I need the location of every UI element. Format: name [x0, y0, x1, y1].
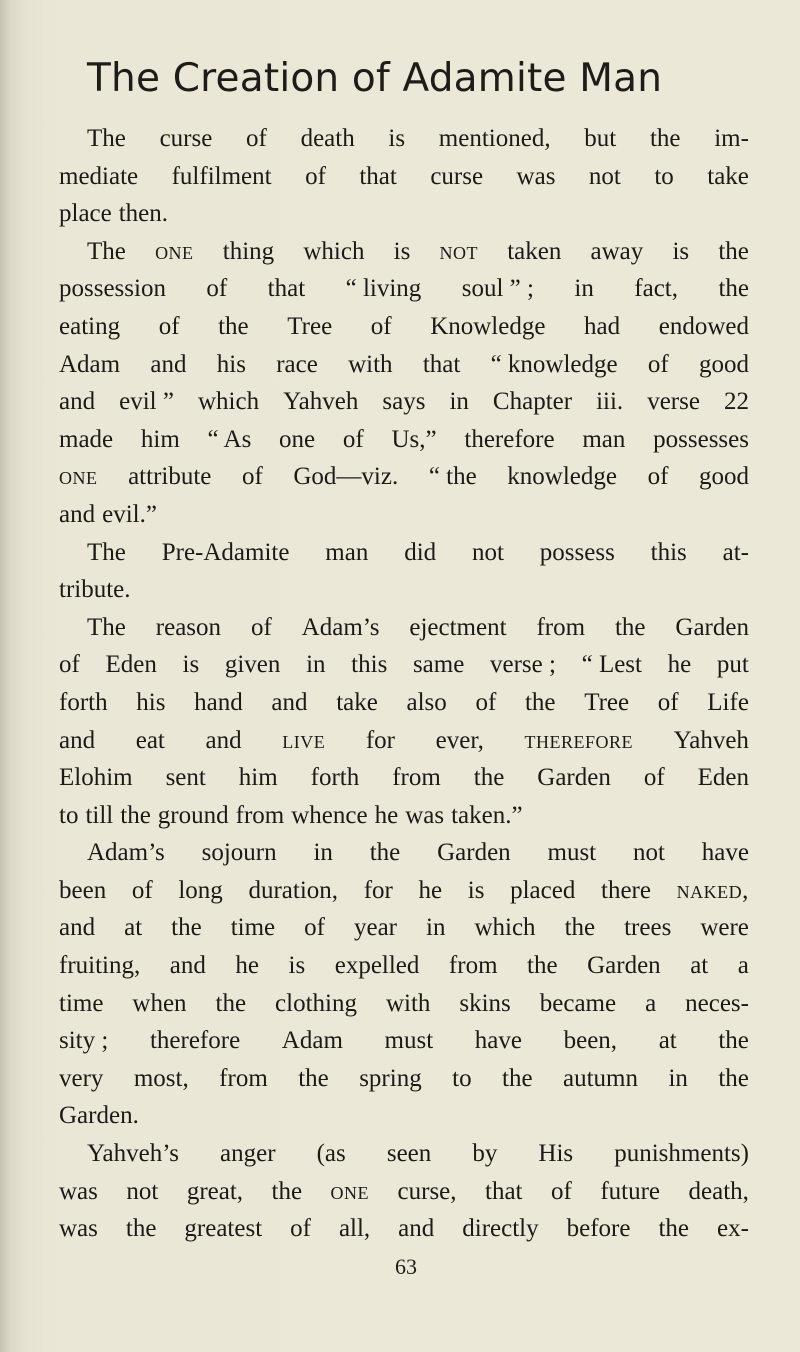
word: therefore: [464, 425, 555, 453]
word: man: [582, 425, 626, 453]
word: taken.”: [451, 801, 523, 829]
word: Us,”: [391, 425, 437, 453]
word: put: [716, 651, 749, 679]
word: the: [120, 801, 151, 829]
word: of: [206, 275, 228, 303]
text-line: [59, 233, 749, 271]
word: must: [547, 839, 597, 867]
word: to: [654, 162, 674, 190]
word: in: [426, 914, 446, 942]
word: mediate: [59, 162, 139, 190]
word: sojourn: [201, 839, 277, 867]
word: eat: [135, 726, 165, 754]
word: and: [59, 914, 96, 942]
word: curse: [430, 162, 484, 190]
word: with: [348, 350, 393, 378]
word: forth: [310, 764, 360, 792]
word: in: [574, 275, 594, 303]
text-line: [59, 1022, 749, 1060]
word: take: [707, 162, 749, 190]
word: all,: [338, 1215, 371, 1243]
word: that: [485, 1177, 523, 1205]
word: duration,: [248, 876, 339, 904]
word: skins: [459, 989, 511, 1017]
word: been: [59, 876, 107, 904]
word: iii.: [596, 388, 624, 416]
word: him: [140, 425, 180, 453]
word: from: [392, 764, 441, 792]
word: punishments): [614, 1140, 749, 1168]
word: the: [271, 1177, 303, 1205]
word: reason: [155, 613, 222, 641]
word: Garden: [587, 952, 661, 980]
word: fulfilment: [171, 162, 272, 190]
text-line: [59, 985, 749, 1023]
text-line: [59, 120, 749, 158]
word: was: [405, 801, 445, 829]
word: the: [218, 312, 249, 340]
word: this: [650, 538, 687, 566]
word: he: [667, 651, 692, 679]
text-line: [59, 1060, 749, 1098]
word: The: [87, 538, 126, 566]
word: and: [59, 388, 96, 416]
word: trees: [624, 914, 672, 942]
word: knowledge: [507, 463, 617, 491]
word: thing: [222, 237, 275, 265]
word: “ As: [207, 425, 252, 453]
word: the: [473, 764, 505, 792]
word: therefore: [524, 726, 634, 754]
word: at: [658, 1027, 677, 1055]
word: when: [132, 989, 187, 1017]
word: mentioned,: [438, 125, 551, 152]
text-line: [59, 308, 749, 346]
word: the: [215, 989, 247, 1017]
word: whence: [291, 801, 368, 829]
text-line: [59, 534, 749, 572]
word: the: [369, 839, 401, 867]
word: “ the: [428, 463, 477, 491]
word: the: [564, 914, 596, 942]
text-line: [59, 458, 749, 496]
word: of: [370, 312, 392, 340]
word: from: [219, 1064, 268, 1092]
word: curse: [159, 125, 213, 152]
word: autumn: [563, 1064, 639, 1092]
word: The: [87, 613, 126, 641]
text-line: [59, 909, 749, 947]
word: away: [590, 237, 644, 265]
word: time: [230, 914, 276, 942]
word: evil ”: [119, 388, 174, 416]
word: greatest: [184, 1215, 263, 1243]
word: same: [412, 651, 465, 679]
text-line: [59, 1097, 749, 1135]
word: from: [235, 801, 285, 829]
word: the: [718, 1064, 749, 1092]
word: a: [645, 989, 657, 1017]
word: his: [136, 688, 166, 716]
word: good: [698, 350, 749, 378]
word: Garden: [675, 613, 749, 641]
word: the: [718, 1027, 749, 1055]
word: attribute: [128, 463, 212, 491]
word: in: [449, 388, 469, 416]
word: from: [536, 613, 586, 641]
word: placed: [510, 876, 576, 904]
word: Eden: [105, 651, 157, 679]
word: of: [647, 350, 669, 378]
word: and: [59, 726, 96, 754]
word: naked,: [676, 876, 749, 904]
text-line: [59, 1135, 749, 1173]
word: His: [538, 1140, 574, 1168]
word: ejectment: [409, 613, 507, 641]
word: neces-: [685, 989, 749, 1017]
word: have: [701, 839, 749, 867]
word: in: [668, 1064, 688, 1092]
word: by: [472, 1140, 498, 1168]
word: 22: [723, 388, 749, 416]
page-number: 63: [395, 1254, 417, 1279]
text-line: [59, 609, 749, 647]
word: the: [718, 275, 749, 303]
word: of: [657, 688, 679, 716]
word: must: [384, 1027, 434, 1055]
text-line: [59, 496, 749, 534]
word: not: [471, 538, 504, 566]
word: forth: [59, 688, 108, 716]
word: of: [551, 1177, 572, 1205]
word: hand: [194, 688, 243, 716]
text-line: [59, 571, 749, 609]
word: that: [422, 350, 461, 378]
word: live: [282, 726, 326, 754]
word: eating: [59, 312, 121, 340]
word: im-: [714, 125, 749, 152]
word: “ living: [345, 275, 422, 303]
word: fruiting,: [59, 952, 141, 980]
word: place: [59, 200, 112, 228]
word: is: [182, 651, 200, 679]
word: of: [241, 463, 263, 491]
word: God—viz.: [293, 463, 399, 491]
text-line: [59, 797, 749, 835]
word: of: [475, 688, 497, 716]
word: Yahveh’s: [87, 1140, 179, 1168]
word: taken: [507, 237, 562, 265]
text-line: [59, 834, 749, 872]
word: in: [306, 651, 326, 679]
word: Yahveh: [283, 388, 359, 416]
word: the: [524, 688, 556, 716]
word: year: [353, 914, 397, 942]
text-line: [59, 872, 749, 910]
word: which: [474, 914, 536, 942]
word: sity ;: [59, 1027, 109, 1055]
text-line: [59, 270, 749, 308]
word: is: [393, 237, 411, 265]
word: for: [365, 726, 395, 754]
word: for: [363, 876, 393, 904]
word: Adam’s: [301, 613, 380, 641]
word: Knowledge: [430, 312, 546, 340]
word: ground: [157, 801, 229, 829]
word: Pre-Adamite: [161, 538, 290, 566]
word: from: [448, 952, 498, 980]
word: to: [452, 1064, 472, 1092]
word: the: [527, 952, 558, 980]
word: of: [643, 764, 665, 792]
word: great,: [186, 1177, 244, 1205]
word: Yahveh: [673, 726, 749, 754]
word: in: [313, 839, 333, 867]
word: death,: [688, 1177, 749, 1205]
word: the: [614, 613, 646, 641]
word: most,: [133, 1064, 189, 1092]
word: Adam: [281, 1027, 343, 1055]
word: made: [59, 425, 114, 453]
word: of: [246, 125, 267, 152]
word: the: [125, 1215, 157, 1243]
word: long: [178, 876, 223, 904]
word: is: [288, 952, 306, 980]
word: which: [303, 237, 365, 265]
word: tribute.: [59, 576, 131, 604]
text-line: [59, 759, 749, 797]
word: possession: [59, 275, 166, 303]
running-header: The Creation of Adamite Man: [87, 56, 663, 101]
word: verse ;: [489, 651, 556, 679]
word: one: [330, 1177, 370, 1205]
word: expelled: [334, 952, 420, 980]
word: Garden: [537, 764, 611, 792]
word: was: [59, 1177, 98, 1205]
word: was: [516, 162, 556, 190]
word: had: [584, 312, 621, 340]
word: did: [404, 538, 437, 566]
word: he: [235, 952, 259, 980]
word: time: [59, 989, 104, 1017]
word: this: [351, 651, 388, 679]
word: curse,: [397, 1177, 457, 1205]
word: at: [690, 952, 709, 980]
word: at-: [722, 538, 749, 566]
word: a: [737, 952, 749, 980]
word: and: [150, 350, 187, 378]
word: till: [85, 801, 114, 829]
text-line: [59, 421, 749, 459]
word: and: [169, 952, 206, 980]
word: The: [87, 237, 126, 265]
word: Tree: [287, 312, 333, 340]
text-line: [59, 195, 749, 233]
word: but: [584, 125, 617, 152]
word: and: [398, 1215, 435, 1243]
word: one: [155, 237, 194, 265]
word: one: [59, 463, 98, 491]
word: given: [224, 651, 281, 679]
word: became: [539, 989, 617, 1017]
text-line: [59, 346, 749, 384]
word: Elohim: [59, 764, 133, 792]
word: there: [601, 876, 651, 904]
word: death: [300, 125, 355, 152]
word: seen: [386, 1140, 432, 1168]
text-line: [59, 158, 749, 196]
word: the: [298, 1064, 329, 1092]
word: “ Lest: [581, 651, 642, 679]
word: Garden.: [59, 1102, 139, 1130]
text-line: [59, 646, 749, 684]
word: Chapter: [492, 388, 573, 416]
word: good: [698, 463, 749, 491]
word: have: [474, 1027, 522, 1055]
text-line: [59, 383, 749, 421]
word: of: [158, 312, 180, 340]
word: of: [59, 651, 80, 679]
word: not: [439, 237, 479, 265]
word: of: [342, 425, 364, 453]
word: possess: [539, 538, 615, 566]
word: of: [250, 613, 272, 641]
word: is: [388, 125, 406, 152]
word: man: [325, 538, 369, 566]
word: very: [59, 1064, 104, 1092]
word: endowed: [658, 312, 749, 340]
word: of: [304, 914, 325, 942]
word: ever,: [435, 726, 484, 754]
word: his: [216, 350, 246, 378]
word: fact,: [634, 275, 678, 303]
word: “ knowledge: [490, 350, 618, 378]
word: spring: [359, 1064, 422, 1092]
word: were: [700, 914, 749, 942]
word: future: [600, 1177, 661, 1205]
word: of: [290, 1215, 311, 1243]
word: directly: [462, 1215, 539, 1243]
word: not: [632, 839, 665, 867]
word: ex-: [716, 1215, 749, 1243]
word: says: [382, 388, 426, 416]
word: evil.”: [102, 500, 157, 528]
word: (as: [316, 1140, 346, 1168]
word: not: [588, 162, 621, 190]
word: take: [336, 688, 378, 716]
word: he: [418, 876, 443, 904]
word: of: [131, 876, 153, 904]
word: The: [87, 125, 126, 152]
word: Adam’s: [87, 839, 165, 867]
word: at: [124, 914, 143, 942]
word: the: [171, 914, 202, 942]
word: Garden: [437, 839, 511, 867]
word: possesses: [653, 425, 749, 453]
word: him: [238, 764, 278, 792]
word: that: [267, 275, 306, 303]
word: he: [374, 801, 399, 829]
word: Life: [707, 688, 749, 716]
word: and: [271, 688, 308, 716]
text-line: [59, 1210, 749, 1248]
word: also: [406, 688, 447, 716]
word: of: [647, 463, 669, 491]
word: which: [197, 388, 260, 416]
word: the: [658, 1215, 689, 1243]
word: clothing: [275, 989, 357, 1017]
word: soul ” ;: [461, 275, 534, 303]
word: Adam: [59, 350, 121, 378]
word: and: [59, 500, 96, 528]
word: therefore: [149, 1027, 241, 1055]
word: been,: [563, 1027, 618, 1055]
word: before: [566, 1215, 631, 1243]
text-line: [59, 722, 749, 760]
word: with: [385, 989, 431, 1017]
text-line: [59, 947, 749, 985]
word: anger: [220, 1140, 276, 1168]
text-line: [59, 684, 749, 722]
word: that: [359, 162, 397, 190]
word: and: [205, 726, 242, 754]
word: is: [672, 237, 690, 265]
word: verse: [647, 388, 700, 416]
word: was: [59, 1215, 98, 1243]
word: the: [718, 237, 749, 265]
word: Eden: [697, 764, 749, 792]
word: to: [59, 801, 79, 829]
word: Tree: [584, 688, 630, 716]
word: the: [649, 125, 681, 152]
word: sent: [165, 764, 206, 792]
word: not: [126, 1177, 159, 1205]
word: of: [305, 162, 326, 190]
text-line: [59, 1173, 749, 1211]
word: is: [467, 876, 485, 904]
word: race: [276, 350, 318, 378]
word: then.: [118, 200, 169, 228]
body-text: [59, 120, 749, 1248]
word: the: [502, 1064, 533, 1092]
word: one: [279, 425, 316, 453]
